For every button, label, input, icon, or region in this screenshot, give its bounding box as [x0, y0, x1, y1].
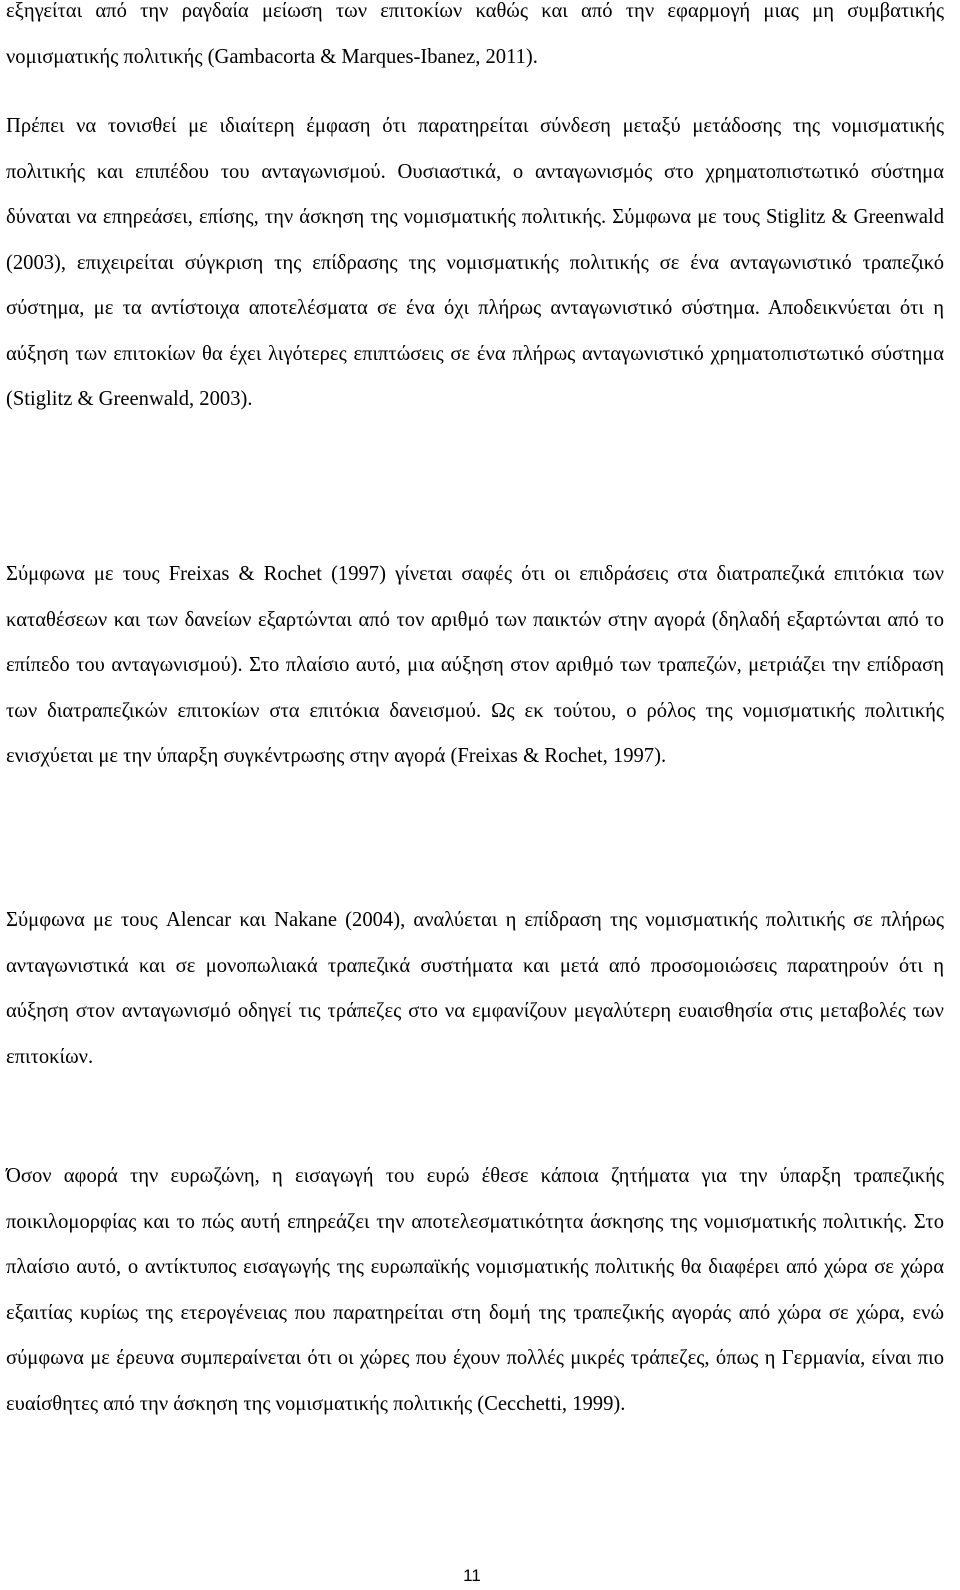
paragraph-3: Σύμφωνα με τους Freixas & Rochet (1997) γίνεται σαφές ότι οι επιδράσεις στα διατραπεζικά επιτόκια των καταθέσεων και των δανείων εξαρτώνται από τον αριθμό των παικτών στην αγορά (δηλαδή εξαρτώνται από το επίπεδο του ανταγωνισμού). Στο πλαίσιο αυτό, μια αύξηση στον αριθμό των τραπεζών, μετριάζει την επίδραση των διατραπεζικών επιτοκίων στα επιτόκια δανεισμού. Ως εκ τούτου, ο ρόλος της νομισματικής πολιτικής ενισχύεται με την ύπαρξη συγκέντρωσης στην αγορά (Freixas & Rochet, 1997). — [6, 563, 944, 767]
paragraph-1: εξηγείται από την ραγδαία μείωση των επιτοκίων καθώς και από την εφαρμογή μιας μη συμβατικής νομισματικής πολιτικής (Gambacorta & Marques-Ibanez, 2011). — [6, 0, 944, 68]
page-number: 11 — [463, 1566, 481, 1585]
paragraph-5: Όσον αφορά την ευρωζώνη, η εισαγωγή του ευρώ έθεσε κάποια ζητήματα για την ύπαρξη τραπεζικής ποικιλομορφίας και το πώς αυτή επηρεάζει την αποτελεσματικότητα άσκησης της νομισματικής πολιτικής. Στο πλαίσιο αυτό, ο αντίκτυπος εισαγωγής της ευρωπαϊκής νομισματικής πολιτικής θα διαφέρει από χώρα σε χώρα εξαιτίας κυρίως της ετερογένειας που παρατηρείται στη δομή της τραπεζικής αγοράς από χώρα σε χώρα, ενώ σύμφωνα με έρευνα συμπεραίνεται ότι οι χώρες που έχουν πολλές μικρές τράπεζες, όπως η Γερμανία, είναι πιο ευαίσθητες από την άσκηση της νομισματικής πολιτικής (Cecchetti, 1999). — [6, 1165, 944, 1415]
paragraph-4: Σύμφωνα με τους Alencar και Nakane (2004), αναλύεται η επίδραση της νομισματικής πολιτικής σε πλήρως ανταγωνιστικά και σε μονοπωλιακά τραπεζικά συστήματα και μετά από προσομοιώσεις παρατηρούν ότι η αύξηση στον ανταγωνισμό οδηγεί τις τράπεζες στο να εμφανίζουν μεγαλύτερη ευαισθησία στις μεταβολές των επιτοκίων. — [6, 909, 944, 1068]
paragraph-2: Πρέπει να τονισθεί με ιδιαίτερη έμφαση ότι παρατηρείται σύνδεση μεταξύ μετάδοσης της νομισματικής πολιτικής και επιπέδου του ανταγωνισμού. Ουσιαστικά, ο ανταγωνισμός στο χρηματοπιστωτικό σύστημα δύναται να επηρεάσει, επίσης, την άσκηση της νομισματικής πολιτικής. Σύμφωνα με τους Stiglitz & Greenwald (2003), επιχειρείται σύγκριση της επίδρασης της νομισματικής πολιτικής σε ένα ανταγωνιστικό τραπεζικό σύστημα, με τα αντίστοιχα αποτελέσματα σε ένα όχι πλήρως ανταγωνιστικό σύστημα. Αποδεικνύεται ότι η αύξηση των επιτοκίων θα έχει λιγότερες επιπτώσεις σε ένα πλήρως ανταγωνιστικό χρηματοπιστωτικό σύστημα (Stiglitz & Greenwald, 2003). — [6, 115, 944, 410]
